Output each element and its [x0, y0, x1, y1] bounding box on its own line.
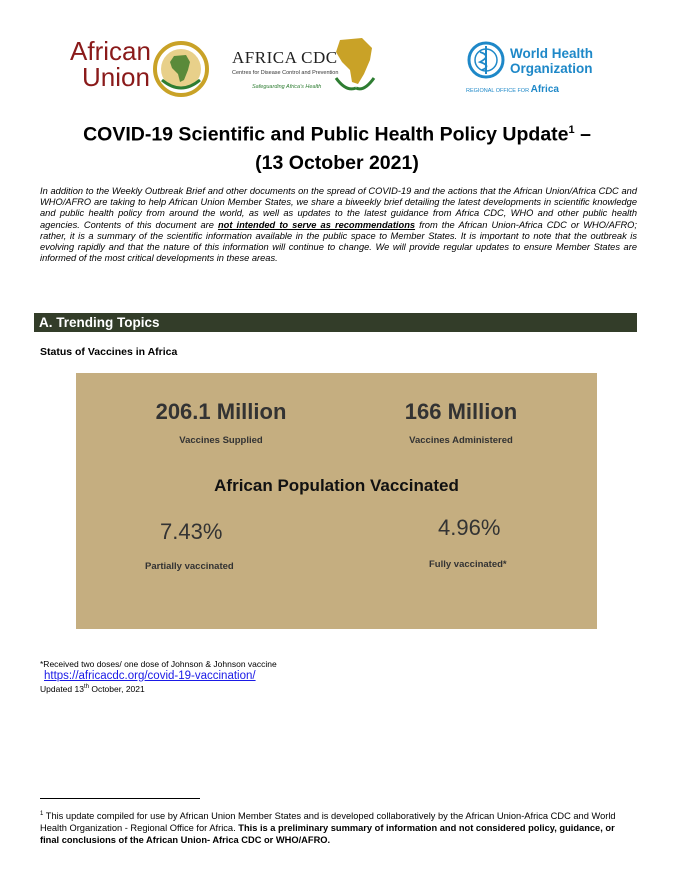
au-wordmark [70, 38, 151, 90]
updated-prefix: Updated 13 [40, 684, 84, 694]
who-region-name: Africa [530, 84, 559, 95]
title-date: (13 October 2021) [255, 151, 419, 174]
supplied-value: 206.1 Million [155, 399, 287, 424]
partial-label: Partially vaccinated [145, 561, 234, 572]
subheading-vaccine-status: Status of Vaccines in Africa [40, 346, 178, 358]
au-line2: Union [82, 62, 150, 92]
africa-map-icon [332, 34, 378, 94]
title-line1: COVID-19 Scientific and Public Health Policy Update [83, 123, 569, 146]
cdc-subtitle: Centres for Disease Control and Prevention [232, 70, 339, 76]
africa-cdc-logo [232, 34, 382, 100]
au-line1: African [70, 36, 151, 66]
footnote [40, 808, 636, 846]
footnote-bold-text: This is a preliminary summary of information and not considered policy, guidance, or final conclusions of the African Union- Africa CDC or WHO/AFRO. [40, 823, 615, 846]
cdc-title: AFRICA CDC [232, 48, 338, 67]
intro-part1: In addition to the Weekly Outbreak Brief and other documents on the spread of COVID-19 and the actions that the African Union/Africa CDC and WHO/AFRO are taking to help African Union Member States, we share a biweekly brief detailing the latest developments in scientific knowledge and public health policy from around the world, as well as updates to the latest guidance from Africa CDC, WHO and other public health agencies. Contents of this document are [40, 186, 637, 230]
title-footnote-marker: 1 [568, 124, 575, 136]
footnote-marker: 1 [40, 811, 44, 817]
administered-value: 166 Million [404, 399, 518, 424]
footnote-divider [40, 798, 200, 799]
cdc-tagline: Safeguarding Africa's Health [252, 84, 322, 90]
intro-paragraph [40, 186, 637, 264]
vaccine-status-panel [76, 373, 597, 629]
footnote-text: This update compiled for use by African Union Member States and is developed collaboratively by the African Union-Africa CDC and World Health Organization - Regional Office for Africa. [40, 811, 616, 834]
updated-suffix: October, 2021 [88, 684, 145, 694]
asterisk-note: *Received two doses/ one dose of Johnson & Johnson vaccine [40, 659, 277, 669]
intro-emphasis: not intended to serve as recommendations [217, 219, 416, 230]
full-value: 4.96% [438, 515, 501, 540]
administered-label: Vaccines Administered [409, 435, 513, 446]
document-title [40, 116, 634, 177]
vaccination-link[interactable]: https://africacdc.org/covid-19-vaccination/ [44, 670, 256, 682]
who-line1: World Health [510, 46, 594, 61]
population-vaccinated-title: African Population Vaccinated [214, 476, 459, 495]
au-emblem-icon [152, 40, 210, 98]
african-union-logo [70, 38, 210, 98]
partial-value: 7.43% [160, 519, 223, 544]
section-header-trending-topics [34, 313, 637, 332]
updated-date [40, 684, 145, 694]
who-afro-logo [466, 40, 606, 100]
intro-part2: from the African Union-Africa CDC or WHO/AFRO; rather, it is a summary of the scientific information available in the public space to Member States. It is important to note that the outbreak is evolving rapidly and that the nature of this information will continue to change. We will provide regular updates to ensure Member States are informed of the most critical developments in these areas. [40, 219, 637, 264]
who-region-prefix: REGIONAL OFFICE FOR [466, 88, 530, 94]
who-line2: Organization [510, 61, 593, 76]
who-region [466, 84, 559, 95]
who-emblem-icon [466, 40, 506, 80]
who-wordmark [510, 46, 593, 76]
supplied-label: Vaccines Supplied [179, 435, 263, 446]
section-label: A. Trending Topics [39, 315, 160, 330]
logo-row [0, 30, 674, 100]
full-label: Fully vaccinated* [429, 559, 507, 570]
administered-stat [361, 399, 561, 446]
supplied-stat [116, 399, 326, 446]
updated-sup: th [83, 684, 89, 691]
title-dash: – [574, 123, 591, 146]
